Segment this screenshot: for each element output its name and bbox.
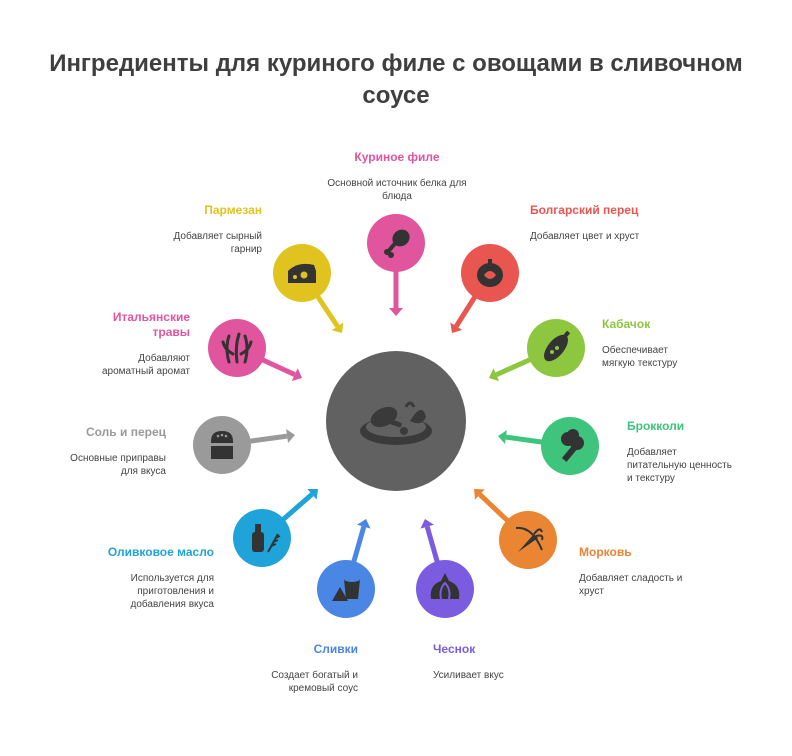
label-cream [250, 642, 358, 695]
ingredient-title: Сливки [313, 642, 358, 656]
ingredient-description: Добавляет питательную ценность и текстуру [627, 447, 732, 484]
label-drumstick [322, 150, 472, 203]
ingredient-description: Основные приправы для вкуса [70, 453, 166, 477]
ingredient-title: Пармезан [204, 203, 262, 217]
node-pepper [450, 244, 519, 333]
ingredient-title: Оливковое масло [107, 545, 214, 559]
ingredient-title: Соль и перец [85, 425, 166, 439]
label-herbs [94, 310, 190, 378]
node-cheese [273, 244, 343, 333]
ingredient-description: Обеспечивает мягкую текстуру [602, 345, 678, 369]
node-carrot [474, 489, 557, 569]
label-garlic [433, 642, 543, 682]
herbs-icon [223, 334, 251, 362]
ingredient-title: Куриное филе [354, 150, 440, 164]
arrow-head [286, 429, 295, 443]
label-zucchini [602, 317, 702, 370]
ingredient-title: Чеснок [433, 642, 476, 656]
node-zucchini [489, 319, 585, 381]
ingredient-description: Используется для приготовления и добавления вкуса [130, 573, 214, 610]
label-cheese [170, 203, 262, 256]
ingredient-title: Брокколи [627, 419, 685, 433]
ingredient-description: Создает богатый и кремовый соус [271, 670, 358, 694]
ingredient-description: Добавляют ароматный аромат [101, 353, 190, 377]
label-oil-bottle [100, 545, 214, 611]
salt-shaker-icon [211, 431, 233, 459]
node-salt-shaker [193, 416, 295, 474]
node-drumstick [367, 214, 425, 316]
ingredient-description: Добавляет сырный гарнир [173, 231, 262, 255]
ingredient-title: Итальянские травы [112, 310, 190, 339]
node-garlic [416, 519, 474, 618]
node-herbs [208, 319, 302, 381]
label-pepper [530, 203, 650, 243]
ingredient-description: Усиливает вкус [433, 670, 504, 681]
label-salt-shaker [60, 425, 166, 478]
label-carrot [579, 545, 689, 598]
arrow-head [389, 308, 403, 316]
node-broccoli [498, 417, 599, 475]
ingredient-title: Кабачок [602, 317, 651, 331]
node-cream [317, 519, 375, 618]
arrow-head [498, 430, 507, 444]
ingredient-description: Добавляет сладость и хруст [579, 573, 683, 597]
ingredient-description: Основной источник белка для блюда [327, 178, 467, 202]
ingredient-circle [499, 511, 557, 569]
ingredient-title: Морковь [579, 545, 632, 559]
label-broccoli [627, 419, 737, 485]
ingredient-title: Болгарский перец [530, 203, 639, 217]
page-title: Ингредиенты для куриного филе с овощами в сливочном соусе [49, 50, 743, 109]
center-node [326, 351, 466, 491]
ingredient-description: Добавляет цвет и хруст [530, 231, 640, 242]
node-oil-bottle [233, 489, 318, 567]
ingredient-circle [541, 417, 599, 475]
